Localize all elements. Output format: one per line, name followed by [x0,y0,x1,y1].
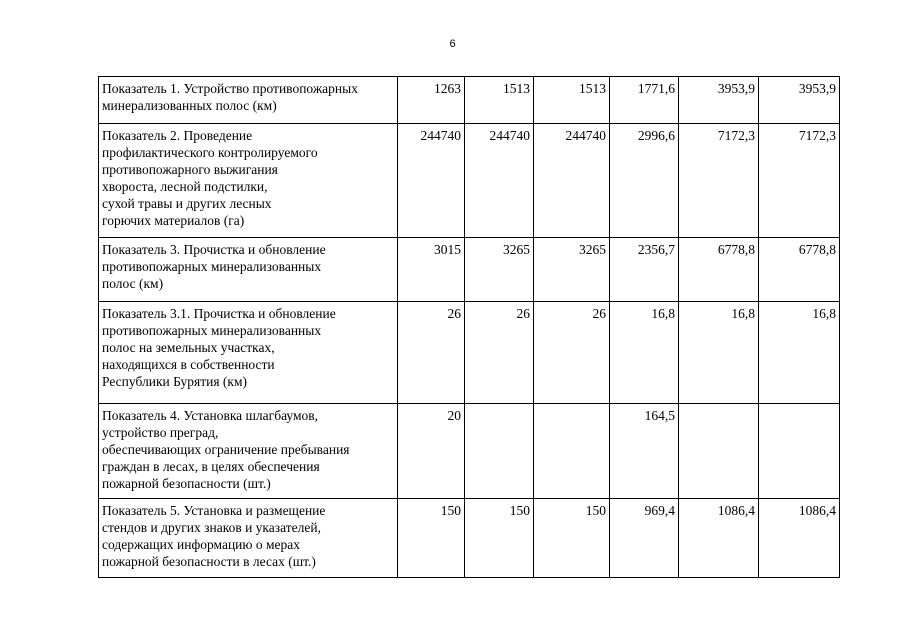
value-cell: 20 [398,404,465,499]
value-cell: 3953,9 [759,77,840,124]
value-cell: 150 [534,499,610,578]
page-number: 6 [449,38,456,50]
indicators-table [98,76,840,578]
value-cell: 16,8 [610,302,679,404]
value-cell: 244740 [465,124,534,238]
indicator-label: Показатель 3.1. Прочистка и обновление противопожарных минерализованных полос на земельных участках, находящихся в собственности Республики Бурятия (км) [99,302,398,404]
table-row [99,238,840,302]
value-cell: 16,8 [679,302,759,404]
value-cell: 1086,4 [759,499,840,578]
indicator-label: Показатель 2. Проведение профилактического контролируемого противопожарного выжигания хвороста, лесной подстилки, сухой травы и других лесных горючих материалов (га) [99,124,398,238]
table-row [99,404,840,499]
value-cell: 26 [534,302,610,404]
value-cell: 1771,6 [610,77,679,124]
value-cell: 1263 [398,77,465,124]
value-cell: 16,8 [759,302,840,404]
value-cell: 3265 [534,238,610,302]
value-cell: 3015 [398,238,465,302]
value-cell: 150 [398,499,465,578]
value-cell: 969,4 [610,499,679,578]
value-cell: 7172,3 [759,124,840,238]
value-cell: 164,5 [610,404,679,499]
value-cell: 1513 [465,77,534,124]
value-cell [679,404,759,499]
table-row [99,124,840,238]
table-row [99,302,840,404]
value-cell: 2996,6 [610,124,679,238]
value-cell: 2356,7 [610,238,679,302]
value-cell: 6778,8 [679,238,759,302]
value-cell: 6778,8 [759,238,840,302]
value-cell: 1513 [534,77,610,124]
value-cell: 7172,3 [679,124,759,238]
indicator-label: Показатель 5. Установка и размещение стендов и других знаков и указателей, содержащих информацию о мерах пожарной безопасности в лесах (шт.) [99,499,398,578]
table-row [99,77,840,124]
value-cell: 1086,4 [679,499,759,578]
table-row [99,499,840,578]
value-cell: 150 [465,499,534,578]
value-cell [465,404,534,499]
indicator-label: Показатель 1. Устройство противопожарных минерализованных полос (км) [99,77,398,124]
indicator-label: Показатель 3. Прочистка и обновление противопожарных минерализованных полос (км) [99,238,398,302]
value-cell: 3265 [465,238,534,302]
value-cell: 26 [465,302,534,404]
value-cell [534,404,610,499]
value-cell: 244740 [398,124,465,238]
value-cell [759,404,840,499]
value-cell: 3953,9 [679,77,759,124]
value-cell: 244740 [534,124,610,238]
indicator-label: Показатель 4. Установка шлагбаумов, устройство преград, обеспечивающих ограничение пребывания граждан в лесах, в целях обеспечения пожарной безопасности (шт.) [99,404,398,499]
value-cell: 26 [398,302,465,404]
